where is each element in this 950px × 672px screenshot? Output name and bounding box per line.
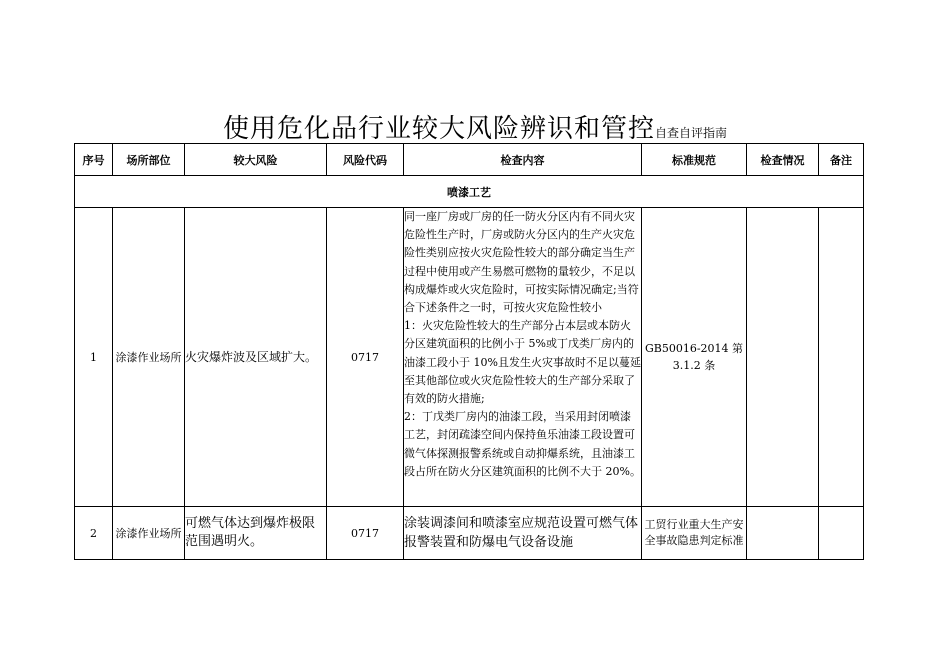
header-content: 检查内容 <box>404 144 642 176</box>
cell-location: 涂漆作业场所 <box>113 208 185 507</box>
cell-location: 涂漆作业场所 <box>113 507 185 560</box>
cell-risk: 火灾爆炸波及区域扩大。 <box>185 208 327 507</box>
table-header-row <box>75 144 864 176</box>
risk-checklist-table <box>74 143 864 560</box>
header-remark: 备注 <box>819 144 864 176</box>
cell-code: 0717 <box>327 507 404 560</box>
cell-risk: 可燃气体达到爆炸极限范围遇明火。 <box>185 507 327 560</box>
cell-code: 0717 <box>327 208 404 507</box>
table-row <box>75 208 864 507</box>
header-code: 风险代码 <box>327 144 404 176</box>
cell-content: 涂装调漆间和喷漆室应规范设置可燃气体报警装置和防爆电气设备设施 <box>404 507 642 560</box>
cell-no: 1 <box>75 208 113 507</box>
section-title: 喷漆工艺 <box>75 176 864 208</box>
cell-status[interactable] <box>747 507 819 560</box>
document-title <box>0 108 950 145</box>
cell-status[interactable] <box>747 208 819 507</box>
table-row <box>75 507 864 560</box>
header-status: 检查情况 <box>747 144 819 176</box>
cell-standard: 工贸行业重大生产安全事故隐患判定标准 <box>642 507 747 560</box>
cell-remark[interactable] <box>819 208 864 507</box>
cell-standard: GB50016-2014 第 3.1.2 条 <box>642 208 747 507</box>
header-standard: 标准规范 <box>642 144 747 176</box>
cell-content: 同一座厂房或厂房的任一防火分区内有不同火灾危险性生产时，厂房或防火分区内的生产火灾危险性类别应按火灾危险性较大的部分确定当生产过程中使用或产生易燃可燃物的量较少，不足以构成爆炸或火灾危险时，可按实际情况确定;当符合下述条件之一时，可按火灾危险性较小 1：火灾危险性较大的生产部分占本层或本防火分区建筑面积的比例小于 5%或丁戊类厂房内的油漆工段小于 10%且发生火灾事故时不足以蔓延至其他部位或火灾危险性较大的生产部分采取了有效的防火措施; 2：丁戊类厂房内的油漆工段，当采用封闭喷漆工艺，封闭疏漆空间内保持鱼乐油漆工段设置可微气体探测报警系统或自动抑爆系统，且油漆工段占所在防火分区建筑面积的比例不大于 20%。 <box>404 208 642 507</box>
header-location: 场所部位 <box>113 144 185 176</box>
header-risk: 较大风险 <box>185 144 327 176</box>
title-main: 使用危化品行业较大风险辨识和管控 <box>222 114 655 144</box>
cell-remark[interactable] <box>819 507 864 560</box>
cell-no: 2 <box>75 507 113 560</box>
header-no: 序号 <box>75 144 113 176</box>
title-subtitle: 自查自评指南 <box>655 126 728 140</box>
section-row <box>75 176 864 208</box>
